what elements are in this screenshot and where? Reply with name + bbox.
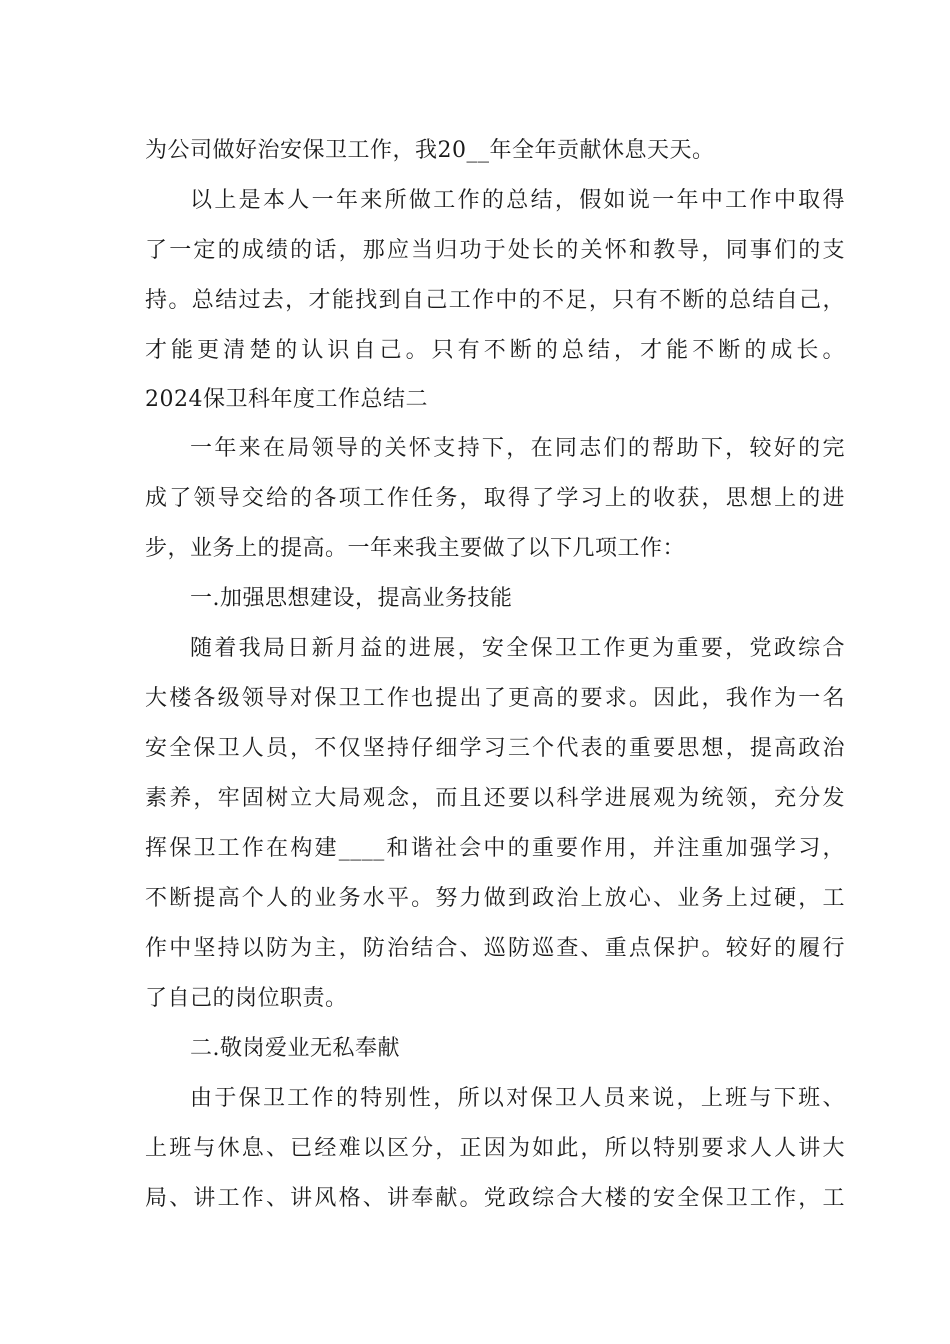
text-line-14: 素养，牢固树立大局观念，而且还要以科学进展观为统领，充分发 bbox=[145, 786, 845, 811]
text-line-2: 以上是本人一年来所做工作的总结，假如说一年中工作中取得 bbox=[190, 188, 845, 213]
text-line-12: 大楼各级领导对保卫工作也提出了更高的要求。因此，我作为一名 bbox=[145, 686, 845, 711]
text-line-21: 上班与休息、已经难以区分，正因为如此，所以特别要求人人讲大 bbox=[145, 1136, 845, 1161]
text-line-1: 为公司做好治安保卫工作，我20__年全年贡献休息天天。 bbox=[145, 138, 715, 163]
section-heading: 2024保卫科年度工作总结二 bbox=[145, 387, 428, 412]
text-line-9: 步，业务上的提高。一年来我主要做了以下几项工作： bbox=[145, 536, 686, 561]
text-line-15: 挥保卫工作在构建____和谐社会中的重要作用，并注重加强学习， bbox=[145, 836, 845, 861]
text-line-16: 不断提高个人的业务水平。努力做到政治上放心、业务上过硬，工 bbox=[145, 886, 845, 911]
text-line-5: 才能更清楚的认识自己。只有不断的总结，才能不断的成长。 bbox=[145, 338, 845, 363]
subheading-two: 二.敬岗爱业无私奉献 bbox=[190, 1036, 400, 1061]
text-line-20: 由于保卫工作的特别性，所以对保卫人员来说，上班与下班、 bbox=[190, 1086, 845, 1111]
text-line-7: 一年来在局领导的关怀支持下，在同志们的帮助下，较好的完 bbox=[190, 436, 845, 461]
subheading-one: 一.加强思想建设，提高业务技能 bbox=[190, 586, 513, 611]
text-line-4: 持。总结过去，才能找到自己工作中的不足，只有不断的总结自己， bbox=[145, 288, 845, 313]
text-line-11: 随着我局日新月益的进展，安全保卫工作更为重要，党政综合 bbox=[190, 636, 845, 661]
text-line-3: 了一定的成绩的话，那应当归功于处长的关怀和教导，同事们的支 bbox=[145, 238, 845, 263]
text-line-18: 了自己的岗位职责。 bbox=[145, 986, 348, 1011]
text-line-22: 局、讲工作、讲风格、讲奉献。党政综合大楼的安全保卫工作，工 bbox=[145, 1186, 845, 1211]
text-line-8: 成了领导交给的各项工作任务，取得了学习上的收获，思想上的进 bbox=[145, 486, 845, 511]
text-line-13: 安全保卫人员，不仅坚持仔细学习三个代表的重要思想，提高政治 bbox=[145, 736, 845, 761]
text-line-17: 作中坚持以防为主，防治结合、巡防巡查、重点保护。较好的履行 bbox=[145, 936, 845, 961]
